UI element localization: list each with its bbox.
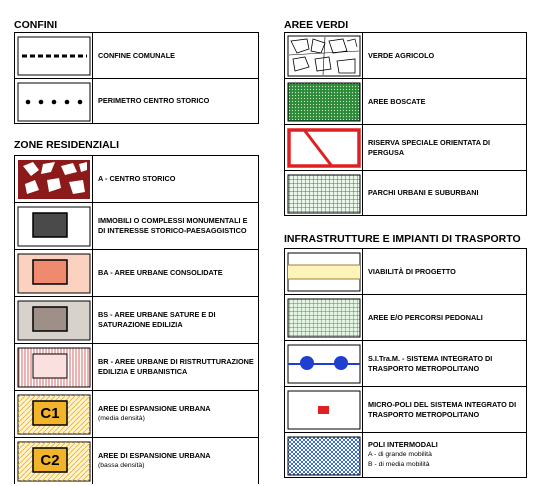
metro-line-icon bbox=[285, 341, 363, 386]
section-title-confini: CONFINI bbox=[14, 19, 58, 31]
infrastrutture-table bbox=[284, 248, 527, 478]
c1-badge-text: C1 bbox=[40, 404, 60, 422]
legend-row bbox=[284, 294, 527, 340]
c2-badge-icon bbox=[15, 438, 93, 484]
legend-sublabel: (media densità) bbox=[98, 415, 145, 422]
legend-label-line2: TRASPORTO METROPOLITANO bbox=[368, 363, 480, 373]
legend-sublabel-2: B - di media mobilità bbox=[368, 461, 430, 468]
legend-row bbox=[14, 32, 259, 78]
legend-label: AREE DI ESPANSIONE URBANA bbox=[98, 451, 211, 460]
legend-row bbox=[14, 296, 259, 343]
salmon-box-icon bbox=[15, 250, 93, 296]
blue-checker-icon bbox=[285, 433, 363, 477]
legend-label: AREE BOSCATE bbox=[368, 96, 426, 106]
legend-sublabel: (bassa densità) bbox=[98, 462, 145, 469]
legend-label: AREE DI ESPANSIONE URBANA bbox=[98, 404, 211, 413]
dashed-boundary-line-icon bbox=[15, 33, 93, 78]
section-title-zone-residenziali: ZONE RESIDENZIALI bbox=[14, 139, 120, 151]
red-hatched-box-icon bbox=[15, 344, 93, 390]
legend-row bbox=[14, 78, 259, 124]
legend-label: RISERVA SPECIALE ORIENTATA DI PERGUSA bbox=[368, 137, 491, 157]
legend-label: AREE E/O PERCORSI PEDONALI bbox=[368, 312, 483, 322]
legend-label: A - CENTRO STORICO bbox=[98, 174, 176, 183]
legend-row bbox=[284, 32, 527, 78]
agricultural-sketch-icon bbox=[285, 33, 363, 78]
legend-row bbox=[14, 390, 259, 437]
section-title-aree-verdi: AREE VERDI bbox=[284, 19, 349, 31]
legend-row bbox=[284, 340, 527, 386]
legend-label: IMMOBILI O COMPLESSI MONUMENTALI E bbox=[98, 216, 248, 225]
legend-label: CONFINE COMUNALE bbox=[98, 50, 176, 60]
legend-row bbox=[284, 248, 527, 294]
aree-verdi-table bbox=[284, 32, 527, 216]
legend-label: PERIMETRO CENTRO STORICO bbox=[98, 96, 210, 105]
c1-badge-icon bbox=[15, 391, 93, 437]
green-grid-path-icon bbox=[285, 295, 363, 340]
legend-label-line2: DI INTERESSE STORICO-PAESAGGISTICO bbox=[98, 226, 247, 235]
legend-label: MICRO-POLI DEL SISTEMA INTEGRATO DI bbox=[368, 399, 517, 409]
legend-label: S.I.Tra.M. - SISTEMA INTEGRATO DI bbox=[368, 353, 493, 363]
legend-row bbox=[284, 170, 527, 216]
legend-row bbox=[14, 249, 259, 296]
legend-row bbox=[284, 386, 527, 432]
legend-row bbox=[14, 437, 259, 484]
confini-table bbox=[14, 32, 259, 124]
section-title-infrastrutture: INFRASTRUTTURE E IMPIANTI DI TRASPORTO bbox=[284, 233, 521, 245]
legend-sublabel: A - di grande mobilità bbox=[368, 451, 432, 458]
yellow-road-icon bbox=[285, 249, 363, 294]
zone-residenziali-table bbox=[14, 155, 259, 484]
legend-label: BS - AREE URBANE SATURE E DI bbox=[98, 310, 216, 319]
legend-row bbox=[284, 432, 527, 478]
legend-label-line2: SATURAZIONE EDILIZIA bbox=[98, 320, 183, 329]
legend-row bbox=[14, 343, 259, 390]
legend-label: BR - AREE URBANE DI RISTRUTTURAZIONE bbox=[98, 357, 254, 366]
historic-center-pattern-icon bbox=[15, 156, 93, 202]
taupe-box-icon bbox=[15, 297, 93, 343]
legend-row bbox=[14, 202, 259, 249]
c2-badge-text: C2 bbox=[40, 451, 60, 469]
dotted-perimeter-icon bbox=[15, 79, 93, 123]
legend-row bbox=[284, 124, 527, 170]
legend-row bbox=[284, 78, 527, 124]
legend-label: PARCHI URBANI E SUBURBANI bbox=[368, 188, 479, 197]
legend-label-line2: EDILIZIA E URBANISTICA bbox=[98, 367, 188, 376]
legend-label: POLI INTERMODALI bbox=[368, 440, 438, 449]
green-grid-box-icon bbox=[285, 171, 363, 215]
legend-row bbox=[14, 155, 259, 202]
red-crossed-box-icon bbox=[285, 125, 363, 170]
legend-label: VERDE AGRICOLO bbox=[368, 50, 435, 60]
dark-gray-box-icon bbox=[15, 203, 93, 249]
red-square-icon bbox=[285, 387, 363, 432]
legend-label: BA - AREE URBANE CONSOLIDATE bbox=[98, 268, 223, 277]
green-dotted-box-icon bbox=[285, 79, 363, 124]
legend-label-line2: TRASPORTO METROPOLITANO bbox=[368, 409, 480, 419]
legend-label: VIABILITÀ DI PROGETTO bbox=[368, 266, 456, 276]
